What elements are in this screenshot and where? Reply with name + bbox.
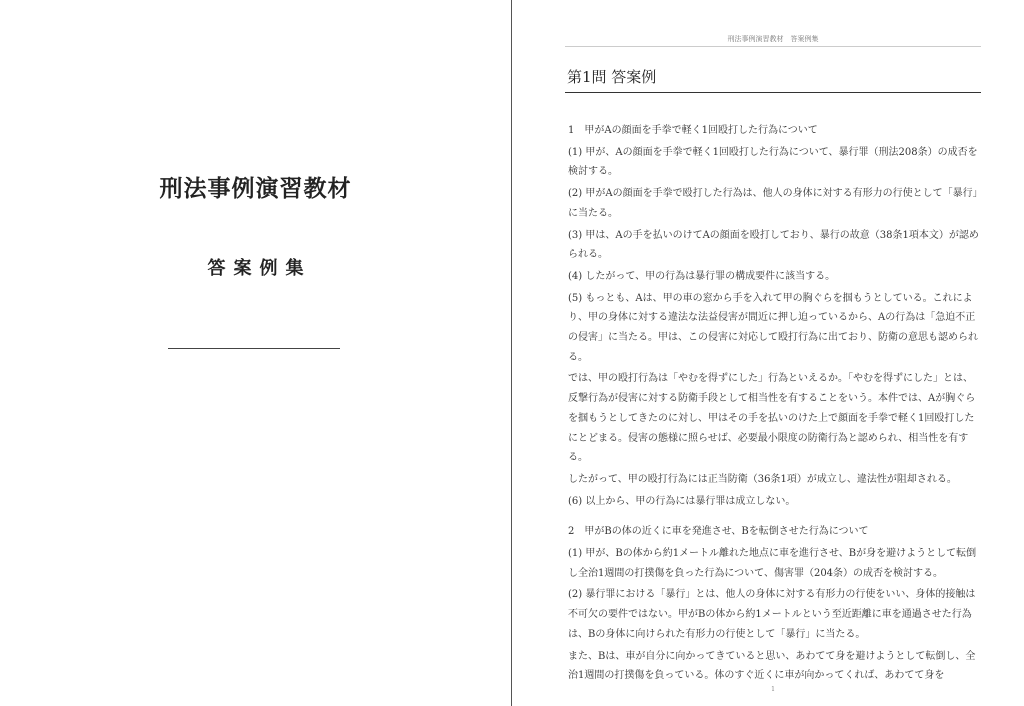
chapter-divider — [565, 92, 981, 93]
book-title: 刑法事例演習教材 — [159, 175, 352, 202]
book-subtitle: 答案例集 — [207, 258, 312, 279]
paragraph: また、Bは、車が自分に向かってきていると思い、あわてて身を避けようとして転倒し、全治1週間の打撲傷を負っている。体のすぐ近くに車が向かってくれば、あわてて身を — [568, 650, 976, 682]
paragraph: (4) したがって、甲の行為は暴行罪の構成要件に該当する。 — [568, 270, 836, 282]
page-number: 1 — [771, 686, 775, 693]
paragraph: したがって、甲の殴打行為には正当防衛（36条1項）が成立し、違法性が阻却される。 — [568, 473, 957, 485]
paragraph: (1) 甲が、Aの顔面を手拳で軽く1回殴打した行為について、暴行罪（刑法208条）の成否を検討する。 — [568, 146, 978, 178]
section-heading: 1 甲がAの顔面を手拳で軽く1回殴打した行為について — [568, 125, 818, 136]
header-divider — [565, 46, 981, 47]
paragraph: (3) 甲は、Aの手を払いのけてAの顔面を殴打しており、暴行の故意（38条1項本文）が認められる。 — [568, 229, 979, 261]
paragraph: (1) 甲が、Bの体から約1メートル離れた地点に車を進行させ、Bが身を避けようとして転倒し全治1週間の打撲傷を負った行為について、傷害罪（204条）の成否を検討する。 — [568, 548, 977, 579]
paragraph: (5) もっとも、Aは、甲の車の窓から手を入れて甲の胸ぐらを掴もうとしている。これにより、甲の身体に対する違法な法益侵害が間近に押し迫っているから、Aの行為は「急迫不正の侵害」に当たる。甲は、この侵害に対応して殴打行為に出ており、防衛の意思も認められる。 — [568, 292, 978, 363]
paragraph: では、甲の殴打行為は「やむを得ずにした」行為といえるか。「やむを得ずにした」とは、反撃行為が侵害に対する防衛手段として相当性を有することをいう。本件では、Aが胸ぐらを掴もうとしてきたのに対し、甲はその手を払いのけた上で顔面を手拳で軽く1回殴打したにとどまる。侵害の態様に照らせば、必要最小限度の防衛行為と認められ、相当性を有する。 — [568, 373, 976, 464]
answer-body — [568, 121, 980, 686]
paragraph: (2) 暴行罪における「暴行」とは、他人の身体に対する有形力の行使をいい、身体的接触は不可欠の要件ではない。甲がBの体から約1メートルという至近距離に車を通過させた行為は、Bの身体に向けられた有形力の行使として「暴行」に当たる。 — [568, 589, 976, 640]
paragraph: (2) 甲がAの顔面を手拳で殴打した行為は、他人の身体に対する有形力の行使として「暴行」に当たる。 — [568, 188, 978, 219]
left-page — [0, 0, 511, 706]
title-divider — [168, 348, 340, 349]
chapter-title: 第1問 答案例 — [567, 68, 657, 86]
running-header: 刑法事例演習教材 答案例集 — [727, 35, 819, 43]
paragraph: (6) 以上から、甲の行為には暴行罪は成立しない。 — [568, 495, 796, 507]
section-heading: 2 甲がBの体の近くに車を発進させ、Bを転倒させた行為について — [568, 526, 869, 538]
